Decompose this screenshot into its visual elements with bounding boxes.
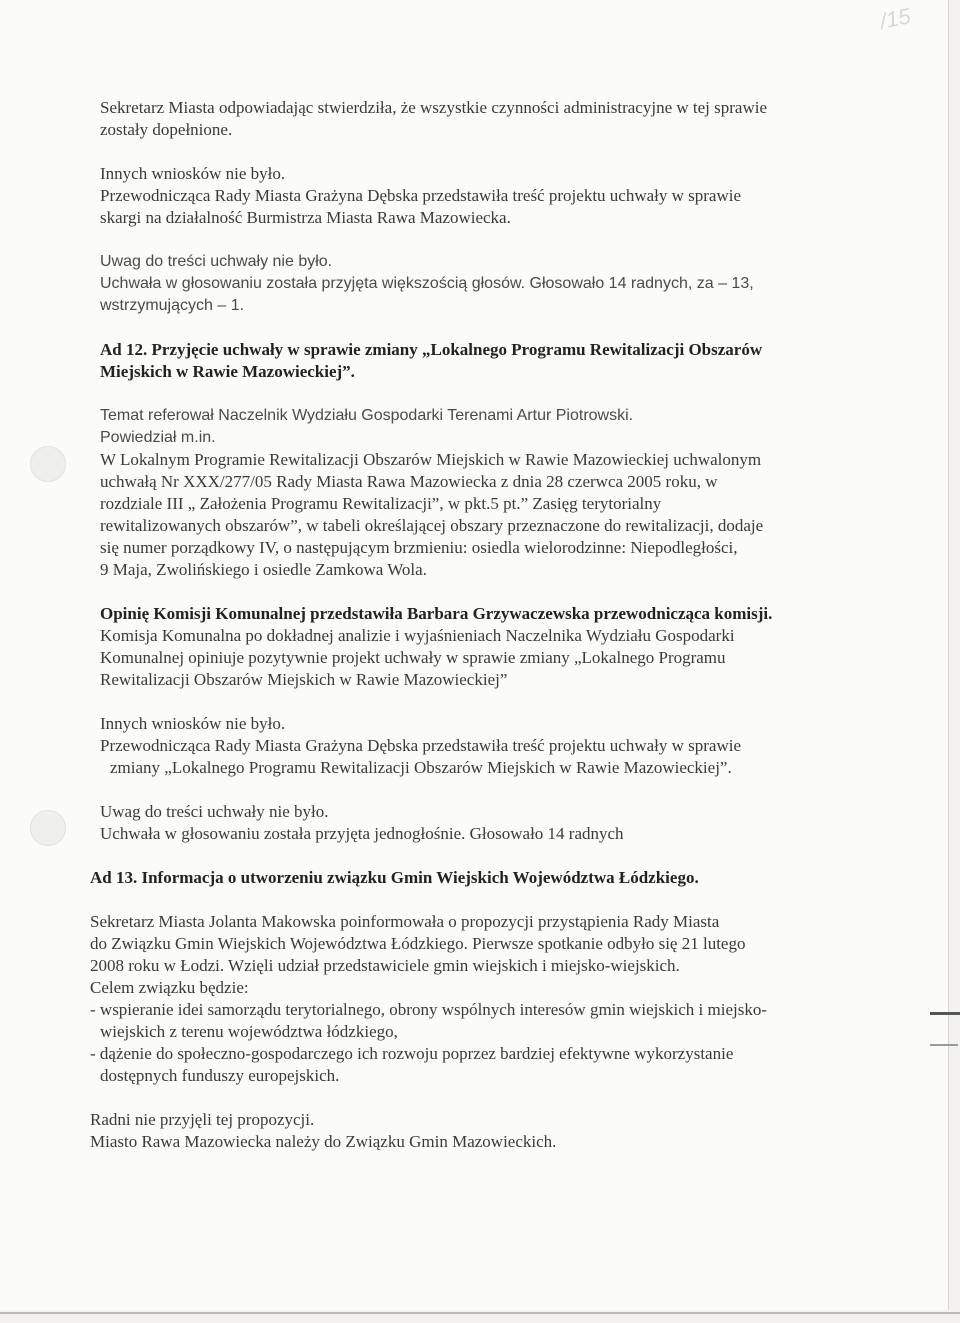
text-line: skargi na działalność Burmistrza Miasta Rawa Mazowiecka. — [100, 208, 511, 227]
text-line: Przewodnicząca Rady Miasta Grażyna Dębska przedstawiła treść projektu uchwały w sprawie — [100, 736, 742, 755]
text-line: Komisja Komunalna po dokładnej analizie i wyjaśnieniach Naczelnika Wydziału Gospodarki — [100, 626, 735, 645]
text-line: Temat referował Naczelnik Wydziału Gospodarki Terenami Artur Piotrowski. — [100, 407, 634, 424]
committee-opinion-heading: Opinię Komisji Komunalnej przedstawiła Barbara Grzywaczewska przewodnicząca komisji. — [100, 604, 773, 623]
margin-mark: /15 — [877, 3, 913, 34]
list-item: - wspieranie idei samorządu terytorialnego, obrony wspólnych interesów gmin wiejskich i miejsko- — [90, 1000, 768, 1019]
text-line: Innych wniosków nie było. — [100, 164, 286, 183]
section-heading-ad12: Ad 12. Przyjęcie uchwały w sprawie zmiany „Lokalnego Programu Rewitalizacji Obszarów — [100, 340, 763, 359]
text-line: 9 Maja, Zwolińskiego i osiedle Zamkowa Wola. — [100, 560, 427, 579]
punch-hole — [30, 446, 66, 482]
text-line: Miasto Rawa Mazowiecka należy do Związku Gmin Mazowieckich. — [90, 1132, 557, 1151]
text-line: się numer porządkowy IV, o następującym brzmieniu: osiedla wielorodzinne: Niepodległości, — [100, 538, 738, 557]
section-heading-ad13: Ad 13. Informacja o utworzeniu związku Gmin Wiejskich Województwa Łódzkiego. — [90, 868, 699, 887]
list-item: wiejskich z terenu województwa łódzkiego, — [100, 1022, 398, 1041]
text-line: Uwag do treści uchwały nie było. — [100, 253, 333, 270]
text-line: Sekretarz Miasta odpowiadając stwierdziła, że wszystkie czynności administracyjne w tej sprawie — [100, 98, 768, 117]
punch-hole — [30, 810, 66, 846]
text-line: W Lokalnym Programie Rewitalizacji Obszarów Miejskich w Rawie Mazowieckiej uchwalonym — [100, 450, 762, 469]
text-line: Sekretarz Miasta Jolanta Makowska poinformowała o propozycji przystąpienia Rady Miasta — [90, 912, 720, 931]
text-line: Uwag do treści uchwały nie było. — [100, 802, 329, 821]
edge-mark — [930, 1012, 960, 1015]
text-line: do Związku Gmin Wiejskich Województwa Łódzkiego. Pierwsze spotkanie odbyło się 21 lutego — [90, 934, 746, 953]
list-item: - dążenie do społeczno-gospodarczego ich rozwoju poprzez bardziej efektywne wykorzystanie — [90, 1044, 734, 1063]
text-line: Komunalnej opiniuje pozytywnie projekt uchwały w sprawie zmiany „Lokalnego Programu — [100, 648, 726, 667]
edge-mark — [930, 1044, 958, 1046]
text-line: uchwałą Nr XXX/277/05 Rady Miasta Rawa Mazowiecka z dnia 28 czerwca 2005 roku, w — [100, 472, 718, 491]
text-line: Celem związku będzie: — [90, 978, 249, 997]
section-heading-ad12: Miejskich w Rawie Mazowieckiej”. — [100, 362, 355, 381]
text-line: 2008 roku w Łodzi. Wzięli udział przedstawiciele gmin wiejskich i miejsko-wiejskich. — [90, 956, 680, 975]
list-item: dostępnych funduszy europejskich. — [100, 1066, 340, 1085]
text-line: Uchwała w głosowaniu została przyjęta jednogłośnie. Głosowało 14 radnych — [100, 824, 624, 843]
text-line: rozdziale III „ Założenia Programu Rewitalizacji”, w pkt.5 pt.” Zasięg terytorialny — [100, 494, 662, 513]
text-line: Przewodnicząca Rady Miasta Grażyna Dębska przedstawiła treść projektu uchwały w sprawie — [100, 186, 742, 205]
text-line: rewitalizowanych obszarów”, w tabeli określającej obszary przeznaczone do rewitalizacji, dodaje — [100, 516, 764, 535]
text-line: Radni nie przyjęli tej propozycji. — [90, 1110, 315, 1129]
text-line: zostały dopełnione. — [100, 120, 233, 139]
text-line: wstrzymujących – 1. — [100, 297, 245, 314]
text-line: Rewitalizacji Obszarów Miejskich w Rawie Mazowieckiej” — [100, 670, 508, 689]
text-line: Innych wniosków nie było. — [100, 714, 286, 733]
text-line: zmiany „Lokalnego Programu Rewitalizacji Obszarów Miejskich w Rawie Mazowieckiej”. — [110, 758, 732, 777]
page-bottom-edge — [0, 1312, 960, 1314]
text-line: Powiedział m.in. — [100, 429, 216, 446]
text-line: Uchwała w głosowaniu została przyjęta większością głosów. Głosowało 14 radnych, za – 13, — [100, 275, 754, 292]
